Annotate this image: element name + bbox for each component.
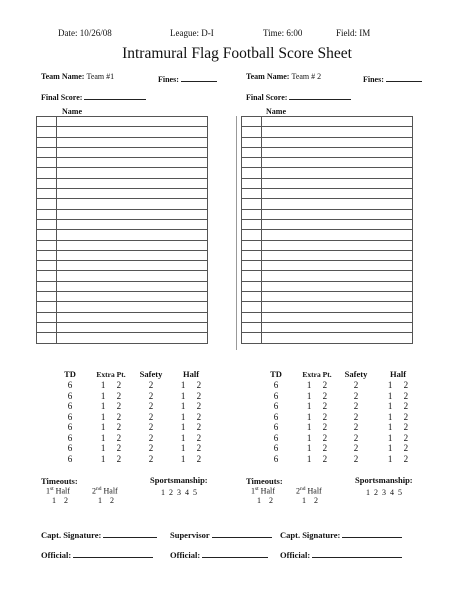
mark: 2 xyxy=(110,496,114,505)
score-mark[interactable]: 1 2 xyxy=(306,390,328,401)
half-column xyxy=(176,369,206,464)
score-mark[interactable]: 1 2 xyxy=(306,432,328,443)
roster-row xyxy=(37,178,208,188)
roster-row xyxy=(37,250,208,260)
roster-number-cell[interactable] xyxy=(37,168,57,178)
score-mark[interactable]: 6 xyxy=(273,432,279,443)
capt-signature-2 xyxy=(280,530,402,540)
td-column-header: TD xyxy=(64,369,76,379)
roster-row xyxy=(242,199,413,209)
roster-name-cell[interactable] xyxy=(57,240,208,250)
roster-number-cell[interactable] xyxy=(242,261,262,271)
team1-name-row xyxy=(41,72,114,81)
score-mark[interactable]: 2 xyxy=(148,390,154,401)
roster-number-cell[interactable] xyxy=(37,209,57,219)
roster-row xyxy=(37,127,208,137)
roster-number-cell[interactable] xyxy=(242,209,262,219)
roster-number-cell[interactable] xyxy=(242,322,262,332)
roster-row xyxy=(37,137,208,147)
roster-name-cell[interactable] xyxy=(57,127,208,137)
roster-row xyxy=(37,261,208,271)
score-mark[interactable]: 1 2 xyxy=(100,432,122,443)
score-mark[interactable]: 1 2 xyxy=(180,390,202,401)
roster-number-cell[interactable] xyxy=(37,271,57,281)
roster-name-cell[interactable] xyxy=(262,250,413,260)
roster-number-cell[interactable] xyxy=(242,230,262,240)
team2-final-score-line[interactable] xyxy=(289,92,351,100)
roster-row xyxy=(37,147,208,157)
td-column xyxy=(266,369,286,464)
time-field: Time: 6:00 xyxy=(263,28,303,38)
roster-number-cell[interactable] xyxy=(242,117,262,127)
score-mark[interactable]: 2 xyxy=(148,401,154,411)
half-label: Half xyxy=(307,486,322,496)
score-mark[interactable]: 2 xyxy=(353,432,359,443)
roster-name-cell[interactable] xyxy=(262,240,413,250)
roster-row xyxy=(37,312,208,322)
roster-row xyxy=(242,147,413,157)
td-column-header: TD xyxy=(270,369,282,379)
capt-signature-label: Capt. Signature: xyxy=(280,530,341,540)
official-1 xyxy=(41,550,153,560)
team1-name-label: Team Name: xyxy=(41,72,85,81)
score-mark[interactable]: 1 2 xyxy=(100,390,122,401)
roster-number-cell[interactable] xyxy=(37,147,57,157)
score-mark[interactable]: 2 xyxy=(353,411,359,422)
roster-number-cell[interactable] xyxy=(242,333,262,343)
roster-row xyxy=(242,333,413,343)
roster-name-cell[interactable] xyxy=(262,312,413,322)
roster-name-cell[interactable] xyxy=(57,333,208,343)
score-mark[interactable]: 2 xyxy=(353,443,359,453)
mark: 2 xyxy=(314,496,318,505)
extra-pt-column xyxy=(91,369,131,464)
score-mark[interactable]: 1 2 xyxy=(306,422,328,432)
roster-number-cell[interactable] xyxy=(37,281,57,291)
capt-signature-1 xyxy=(41,530,157,540)
team2-timeouts-label: Timeouts: xyxy=(246,476,283,486)
roster-number-cell[interactable] xyxy=(242,292,262,302)
roster-number-cell[interactable] xyxy=(37,199,57,209)
score-mark[interactable]: 1 2 xyxy=(387,432,409,443)
roster-row xyxy=(242,127,413,137)
score-mark[interactable]: 1 2 xyxy=(100,380,122,390)
roster-name-cell[interactable] xyxy=(262,333,413,343)
roster-number-cell[interactable] xyxy=(37,333,57,343)
team1-timeout-marks-2[interactable] xyxy=(98,496,114,505)
roster-name-cell[interactable] xyxy=(262,127,413,137)
team1-fines-label: Fines: xyxy=(158,75,179,84)
second-sup: nd xyxy=(300,486,306,492)
team1-final-score xyxy=(41,92,146,102)
score-mark[interactable]: 1 2 xyxy=(100,411,122,422)
score-mark[interactable]: 6 xyxy=(273,401,279,411)
roster-number-cell[interactable] xyxy=(37,137,57,147)
supervisor-label: Supervisor xyxy=(170,530,210,540)
team2-timeout-first-half xyxy=(251,486,275,496)
first-num: 1 xyxy=(251,486,255,496)
mark: 1 xyxy=(257,496,261,505)
score-mark[interactable]: 6 xyxy=(273,390,279,401)
roster-name-cell[interactable] xyxy=(57,168,208,178)
score-mark[interactable]: 1 2 xyxy=(180,422,202,432)
roster-name-cell[interactable] xyxy=(57,199,208,209)
score-mark[interactable]: 1 2 xyxy=(100,422,122,432)
field-field: Field: IM xyxy=(336,28,371,38)
roster-name-cell[interactable] xyxy=(262,219,413,229)
official-2-line[interactable] xyxy=(202,550,268,558)
team2-timeout-second-half xyxy=(296,486,322,496)
roster-row xyxy=(242,137,413,147)
roster-row xyxy=(37,271,208,281)
score-mark[interactable]: 6 xyxy=(67,453,73,464)
team1-final-score-label: Final Score: xyxy=(41,93,83,102)
league-field: League: D-I xyxy=(170,28,214,38)
mark: 1 xyxy=(98,496,102,505)
roster-number-cell[interactable] xyxy=(242,281,262,291)
half-label: Half xyxy=(260,486,275,496)
roster-name-cell[interactable] xyxy=(57,178,208,188)
official-label: Official: xyxy=(41,550,72,560)
score-mark[interactable]: 6 xyxy=(273,411,279,422)
roster-row xyxy=(242,158,413,168)
team2-final-score xyxy=(246,92,351,102)
mark: 2 xyxy=(269,496,273,505)
score-mark[interactable]: 1 2 xyxy=(100,401,122,411)
roster-row xyxy=(242,261,413,271)
first-sup: st xyxy=(255,486,259,492)
roster-row xyxy=(37,240,208,250)
roster-name-cell[interactable] xyxy=(262,261,413,271)
roster-row xyxy=(37,281,208,291)
roster-number-cell[interactable] xyxy=(37,230,57,240)
roster-name-cell[interactable] xyxy=(57,219,208,229)
roster-row xyxy=(37,117,208,127)
score-mark[interactable]: 2 xyxy=(148,411,154,422)
team1-fines xyxy=(158,74,217,84)
roster-row xyxy=(242,168,413,178)
roster-row xyxy=(242,302,413,312)
roster-row xyxy=(242,292,413,302)
score-mark[interactable]: 1 2 xyxy=(180,401,202,411)
team1-final-score-line[interactable] xyxy=(84,92,146,100)
date-field: Date: 10/26/08 xyxy=(58,28,112,38)
roster-number-cell[interactable] xyxy=(37,178,57,188)
first-num: 1 xyxy=(46,486,50,496)
score-mark[interactable]: 6 xyxy=(67,432,73,443)
roster-name-cell[interactable] xyxy=(262,137,413,147)
team1-timeouts-label: Timeouts: xyxy=(41,476,78,486)
roster-number-cell[interactable] xyxy=(37,322,57,332)
score-mark[interactable]: 1 2 xyxy=(387,380,409,390)
score-mark[interactable]: 2 xyxy=(353,390,359,401)
roster-number-cell[interactable] xyxy=(37,158,57,168)
roster-name-cell[interactable] xyxy=(262,168,413,178)
team1-sportsmanship-scale[interactable]: 1 2 3 4 5 xyxy=(161,488,197,497)
score-mark[interactable]: 1 2 xyxy=(387,411,409,422)
capt-signature-2-line[interactable] xyxy=(342,530,402,538)
roster-name-cell[interactable] xyxy=(262,158,413,168)
roster-row xyxy=(242,250,413,260)
score-mark[interactable]: 6 xyxy=(67,390,73,401)
roster-name-cell[interactable] xyxy=(262,230,413,240)
supervisor-line[interactable] xyxy=(212,530,272,538)
center-divider xyxy=(236,116,237,350)
roster-name-cell[interactable] xyxy=(57,322,208,332)
safety-column xyxy=(136,369,166,464)
roster-name-cell[interactable] xyxy=(57,292,208,302)
roster-name-cell[interactable] xyxy=(262,147,413,157)
safety-column-header: Safety xyxy=(139,369,163,379)
roster-name-cell[interactable] xyxy=(262,178,413,188)
roster-name-cell[interactable] xyxy=(57,117,208,127)
roster-number-cell[interactable] xyxy=(37,302,57,312)
roster-number-cell[interactable] xyxy=(242,271,262,281)
roster-number-cell[interactable] xyxy=(242,168,262,178)
roster-number-cell[interactable] xyxy=(242,178,262,188)
official-2 xyxy=(170,550,268,560)
roster-row xyxy=(242,117,413,127)
capt-signature-label: Capt. Signature: xyxy=(41,530,102,540)
score-mark[interactable]: 2 xyxy=(148,453,154,464)
team2-timeout-marks-1[interactable] xyxy=(257,496,273,505)
score-mark[interactable]: 6 xyxy=(67,422,73,432)
team1-roster-table xyxy=(36,116,208,344)
roster-name-cell[interactable] xyxy=(262,117,413,127)
roster-number-cell[interactable] xyxy=(242,199,262,209)
roster-row xyxy=(37,199,208,209)
half-column-header: Half xyxy=(182,369,200,379)
roster-number-cell[interactable] xyxy=(242,147,262,157)
roster-number-cell[interactable] xyxy=(242,158,262,168)
team2-fines-label: Fines: xyxy=(363,75,384,84)
roster-row xyxy=(37,333,208,343)
score-mark[interactable]: 6 xyxy=(273,422,279,432)
score-mark[interactable]: 2 xyxy=(148,380,154,390)
score-mark[interactable]: 2 xyxy=(353,422,359,432)
score-mark[interactable]: 6 xyxy=(273,453,279,464)
team1-timeout-marks-1[interactable] xyxy=(52,496,68,505)
td-column xyxy=(60,369,80,464)
score-mark[interactable]: 2 xyxy=(148,432,154,443)
score-mark[interactable]: 2 xyxy=(353,401,359,411)
team2-name-column-header: Name xyxy=(266,107,286,116)
score-mark[interactable]: 6 xyxy=(67,401,73,411)
score-mark[interactable]: 1 2 xyxy=(180,432,202,443)
score-mark[interactable]: 1 2 xyxy=(100,453,122,464)
roster-row xyxy=(242,209,413,219)
roster-name-cell[interactable] xyxy=(57,209,208,219)
score-mark[interactable]: 6 xyxy=(273,443,279,453)
official-label: Official: xyxy=(280,550,311,560)
team2-timeout-marks-2[interactable] xyxy=(302,496,318,505)
roster-row xyxy=(37,168,208,178)
team1-sportsmanship-label: Sportsmanship: xyxy=(150,475,208,485)
roster-number-cell[interactable] xyxy=(37,189,57,199)
score-mark[interactable]: 1 2 xyxy=(180,443,202,453)
roster-number-cell[interactable] xyxy=(37,312,57,322)
score-mark[interactable]: 1 2 xyxy=(387,453,409,464)
roster-name-cell[interactable] xyxy=(262,281,413,291)
mark: 1 xyxy=(52,496,56,505)
mark: 2 xyxy=(64,496,68,505)
roster-name-cell[interactable] xyxy=(262,302,413,312)
extra-pt-column-header: Extra Pt. xyxy=(96,370,126,379)
roster-number-cell[interactable] xyxy=(242,137,262,147)
roster-row xyxy=(37,189,208,199)
team2-sportsmanship-scale[interactable]: 1 2 3 4 5 xyxy=(366,488,402,497)
extra-pt-column xyxy=(297,369,337,464)
roster-name-cell[interactable] xyxy=(57,147,208,157)
second-num: 2 xyxy=(92,486,96,496)
team1-fines-line[interactable] xyxy=(181,74,217,82)
half-column-header: Half xyxy=(389,369,407,379)
team2-name-value[interactable]: Team # 2 xyxy=(291,72,322,81)
score-mark[interactable]: 1 2 xyxy=(306,380,328,390)
roster-name-cell[interactable] xyxy=(57,230,208,240)
roster-number-cell[interactable] xyxy=(242,250,262,260)
safety-column xyxy=(341,369,371,464)
roster-row xyxy=(242,230,413,240)
roster-name-cell[interactable] xyxy=(262,199,413,209)
team1-name-value[interactable]: Team #1 xyxy=(86,72,115,81)
mark: 1 xyxy=(302,496,306,505)
official-3-line[interactable] xyxy=(312,550,402,558)
roster-row xyxy=(242,322,413,332)
roster-name-cell[interactable] xyxy=(262,292,413,302)
score-mark[interactable]: 1 2 xyxy=(180,411,202,422)
team2-final-score-label: Final Score: xyxy=(246,93,288,102)
score-mark[interactable]: 1 2 xyxy=(306,453,328,464)
supervisor-signature xyxy=(170,530,272,540)
score-mark[interactable]: 2 xyxy=(353,380,359,390)
score-mark[interactable]: 1 2 xyxy=(306,443,328,453)
roster-number-cell[interactable] xyxy=(242,302,262,312)
team2-fines xyxy=(363,74,422,84)
roster-number-cell[interactable] xyxy=(242,240,262,250)
official-3 xyxy=(280,550,402,560)
roster-name-cell[interactable] xyxy=(262,271,413,281)
roster-row xyxy=(37,292,208,302)
roster-name-cell[interactable] xyxy=(262,322,413,332)
roster-name-cell[interactable] xyxy=(57,281,208,291)
roster-number-cell[interactable] xyxy=(37,219,57,229)
roster-row xyxy=(37,158,208,168)
half-label: Half xyxy=(55,486,70,496)
score-mark[interactable]: 6 xyxy=(273,380,279,390)
roster-row xyxy=(242,271,413,281)
roster-row xyxy=(242,240,413,250)
roster-number-cell[interactable] xyxy=(242,189,262,199)
roster-row xyxy=(37,322,208,332)
score-mark[interactable]: 2 xyxy=(148,422,154,432)
roster-name-cell[interactable] xyxy=(57,137,208,147)
roster-number-cell[interactable] xyxy=(37,117,57,127)
roster-row xyxy=(242,178,413,188)
roster-number-cell[interactable] xyxy=(37,240,57,250)
score-mark[interactable]: 2 xyxy=(148,443,154,453)
score-mark[interactable]: 6 xyxy=(67,411,73,422)
roster-number-cell[interactable] xyxy=(242,312,262,322)
official-1-line[interactable] xyxy=(73,550,153,558)
roster-row xyxy=(242,189,413,199)
score-mark[interactable]: 1 2 xyxy=(387,422,409,432)
second-sup: nd xyxy=(96,486,102,492)
roster-name-cell[interactable] xyxy=(57,302,208,312)
team1-name-column-header: Name xyxy=(62,107,82,116)
team1-timeout-first-half xyxy=(46,486,70,496)
score-mark[interactable]: 1 2 xyxy=(180,380,202,390)
extra-pt-column-header: Extra Pt. xyxy=(302,370,332,379)
roster-number-cell[interactable] xyxy=(37,127,57,137)
score-mark[interactable]: 1 2 xyxy=(100,443,122,453)
roster-name-cell[interactable] xyxy=(57,158,208,168)
roster-row xyxy=(242,312,413,322)
team2-name-label: Team Name: xyxy=(246,72,290,81)
score-mark[interactable]: 1 2 xyxy=(306,401,328,411)
official-label: Official: xyxy=(170,550,201,560)
score-mark[interactable]: 1 2 xyxy=(180,453,202,464)
roster-row xyxy=(37,302,208,312)
roster-name-cell[interactable] xyxy=(57,261,208,271)
roster-row xyxy=(37,209,208,219)
roster-number-cell[interactable] xyxy=(37,292,57,302)
score-mark[interactable]: 6 xyxy=(67,443,73,453)
score-mark[interactable]: 1 2 xyxy=(306,411,328,422)
team2-sportsmanship-label: Sportsmanship: xyxy=(355,475,413,485)
roster-name-cell[interactable] xyxy=(57,312,208,322)
score-mark[interactable]: 1 2 xyxy=(387,401,409,411)
score-mark[interactable]: 6 xyxy=(67,380,73,390)
roster-number-cell[interactable] xyxy=(242,219,262,229)
half-column xyxy=(383,369,413,464)
page-title: Intramural Flag Football Score Sheet xyxy=(122,45,352,62)
roster-number-cell[interactable] xyxy=(37,250,57,260)
score-mark[interactable]: 1 2 xyxy=(387,390,409,401)
safety-column-header: Safety xyxy=(344,369,368,379)
roster-name-cell[interactable] xyxy=(57,271,208,281)
second-num: 2 xyxy=(296,486,300,496)
team2-name-row xyxy=(246,72,321,81)
roster-name-cell[interactable] xyxy=(262,209,413,219)
roster-number-cell[interactable] xyxy=(37,261,57,271)
first-sup: st xyxy=(50,486,54,492)
team1-timeout-second-half xyxy=(92,486,118,496)
team2-fines-line[interactable] xyxy=(386,74,422,82)
roster-number-cell[interactable] xyxy=(242,127,262,137)
roster-name-cell[interactable] xyxy=(57,250,208,260)
roster-row xyxy=(37,230,208,240)
roster-name-cell[interactable] xyxy=(57,189,208,199)
roster-row xyxy=(242,219,413,229)
score-mark[interactable]: 2 xyxy=(353,453,359,464)
half-label: Half xyxy=(103,486,118,496)
team2-roster-table xyxy=(241,116,413,344)
roster-name-cell[interactable] xyxy=(262,189,413,199)
capt-signature-1-line[interactable] xyxy=(103,530,157,538)
score-mark[interactable]: 1 2 xyxy=(387,443,409,453)
roster-row xyxy=(242,281,413,291)
roster-row xyxy=(37,219,208,229)
